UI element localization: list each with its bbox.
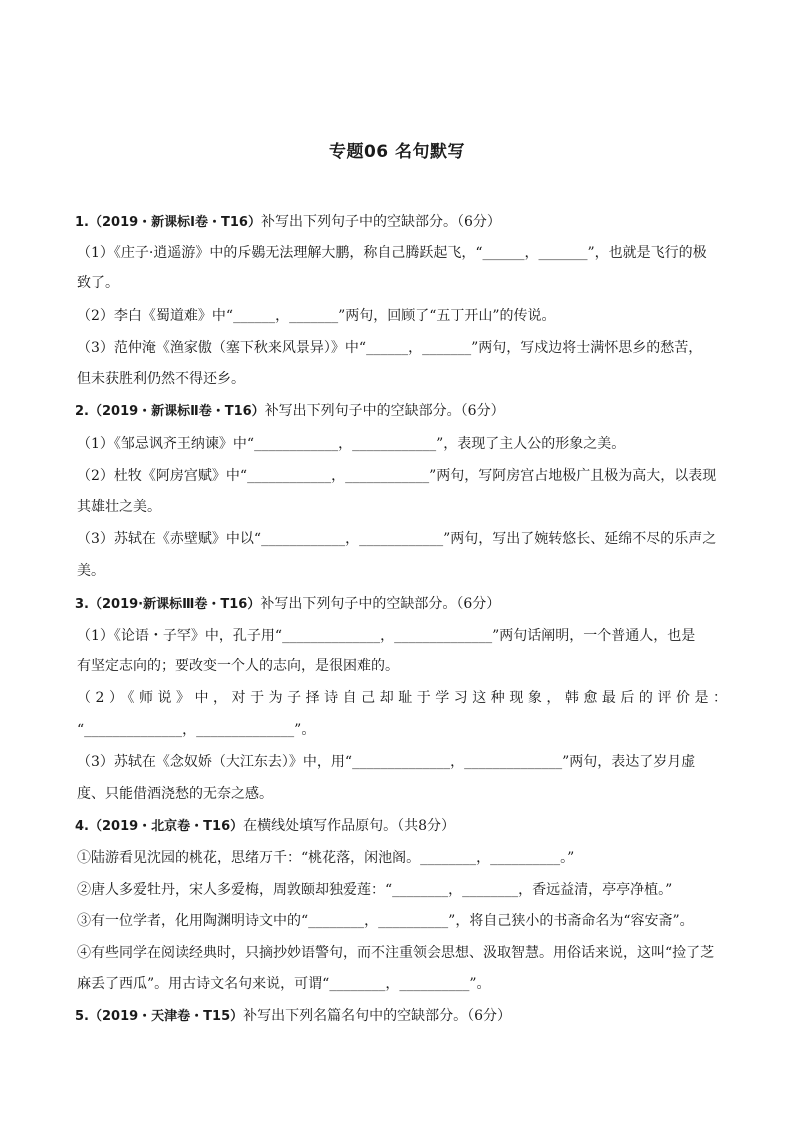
question-4-source: 4.（2019・北京卷・T16） [75, 819, 244, 834]
q2-item-3-line-2: 美。 [77, 563, 105, 579]
q1-item-3-line-1: （3）范仲淹《渔家傲（塞下秋来风景异）》中“______，_______”两句，写戍边将士满怀思乡的愁苦， [77, 340, 703, 356]
q1-item-1-line-2: 致了。 [77, 275, 119, 291]
q3-item-3-line-1: （3）苏轼在《念奴娇（大江东去）》中，用“______________，______________”两句，表达了岁月虚 [77, 754, 696, 770]
question-5-instruction: 补写出下列名篇名句中的空缺部分。（6分） [243, 1008, 512, 1024]
question-2-instruction: 补写出下列句子中的空缺部分。（6分） [264, 403, 505, 419]
q1-item-2: （2）李白《蜀道难》中“______，_______”两句，回顾了“五丁开山”的传说。 [77, 308, 556, 324]
q1-item-1-line-1: （1）《庄子·逍遥游》中的斥鷃无法理解大鹏，称自己腾跃起飞，“______，_______”，也就是飞行的极 [77, 245, 707, 261]
q3-item-2-line-1: （2）《师说》中，对于为子择诗自己却耻于学习这种现象，韩愈最后的评价是： [77, 690, 727, 706]
q3-item-1-line-1: （1）《论语・子罕》中，孔子用“______________，______________”两句话阐明，一个普通人，也是 [77, 628, 696, 644]
question-1-instruction: 补写出下列句子中的空缺部分。（6分） [260, 214, 501, 230]
q2-item-2-line-1: （2）杜牧《阿房宫赋》中“____________，____________”两句，写阿房宫占地极广且极为高大，以表现 [77, 468, 717, 484]
question-1-heading [75, 212, 725, 233]
q3-item-1-line-2: 有坚定志向的；要改变一个人的志向，是很困难的。 [77, 658, 399, 674]
question-4-heading [75, 816, 725, 837]
q4-item-1: ①陆游看见沈园的桃花，思绪万千：“桃花落，闲池阁。________，__________。” [77, 850, 575, 866]
q1-item-3-line-2: 但未获胜利仍然不得还乡。 [77, 371, 245, 387]
q4-item-3: ③有一位学者，化用陶渊明诗文中的“________，__________”，将自己狭小的书斋命名为“容安斋”。 [77, 913, 694, 929]
q4-item-2: ②唐人多爱牡丹，宋人多爱梅，周敦颐却独爱莲：“________，________，香远益清，亭亭净植。” [77, 882, 673, 898]
question-5-source: 5.（2019・天津卷・T15） [75, 1009, 244, 1024]
q4-item-4-line-1: ④有些同学在阅读经典时，只摘抄妙语警句，而不注重领会思想、汲取智慧。用俗话来说，这叫“捡了芝 [77, 945, 715, 961]
question-3-heading [75, 594, 725, 615]
question-2-heading [75, 401, 725, 422]
question-2-source: 2.（2019・新课标Ⅱ卷・T16） [75, 404, 265, 419]
question-3-source: 3.（2019·新课标Ⅲ卷・T16） [75, 597, 261, 612]
question-5-heading [75, 1006, 725, 1027]
question-4-instruction: 在横线处填写作品原句。（共8分） [243, 818, 456, 834]
q2-item-3-line-1: （3）苏轼在《赤壁赋》中以“____________，____________”两句，写出了婉转悠长、延绵不尽的乐声之 [77, 531, 717, 547]
page-title: 专题06 名句默写 [328, 142, 466, 162]
q3-item-3-line-2: 度、只能借酒浇愁的无奈之感。 [77, 786, 273, 802]
q3-item-2-line-2: “______________，______________”。 [77, 722, 316, 738]
q4-item-4-line-2: 麻丢了西瓜”。用古诗文名句来说，可谓“________，__________”。 [77, 976, 491, 992]
q2-item-2-line-2: 其雄壮之美。 [77, 499, 161, 515]
question-1-source: 1.（2019・新课标Ⅰ卷・T16） [75, 215, 261, 230]
question-3-instruction: 补写出下列句子中的空缺部分。（6分） [260, 596, 501, 612]
q2-item-1: （1）《邹忌讽齐王纳谏》中“____________，____________”，表现了主人公的形象之美。 [77, 436, 626, 452]
